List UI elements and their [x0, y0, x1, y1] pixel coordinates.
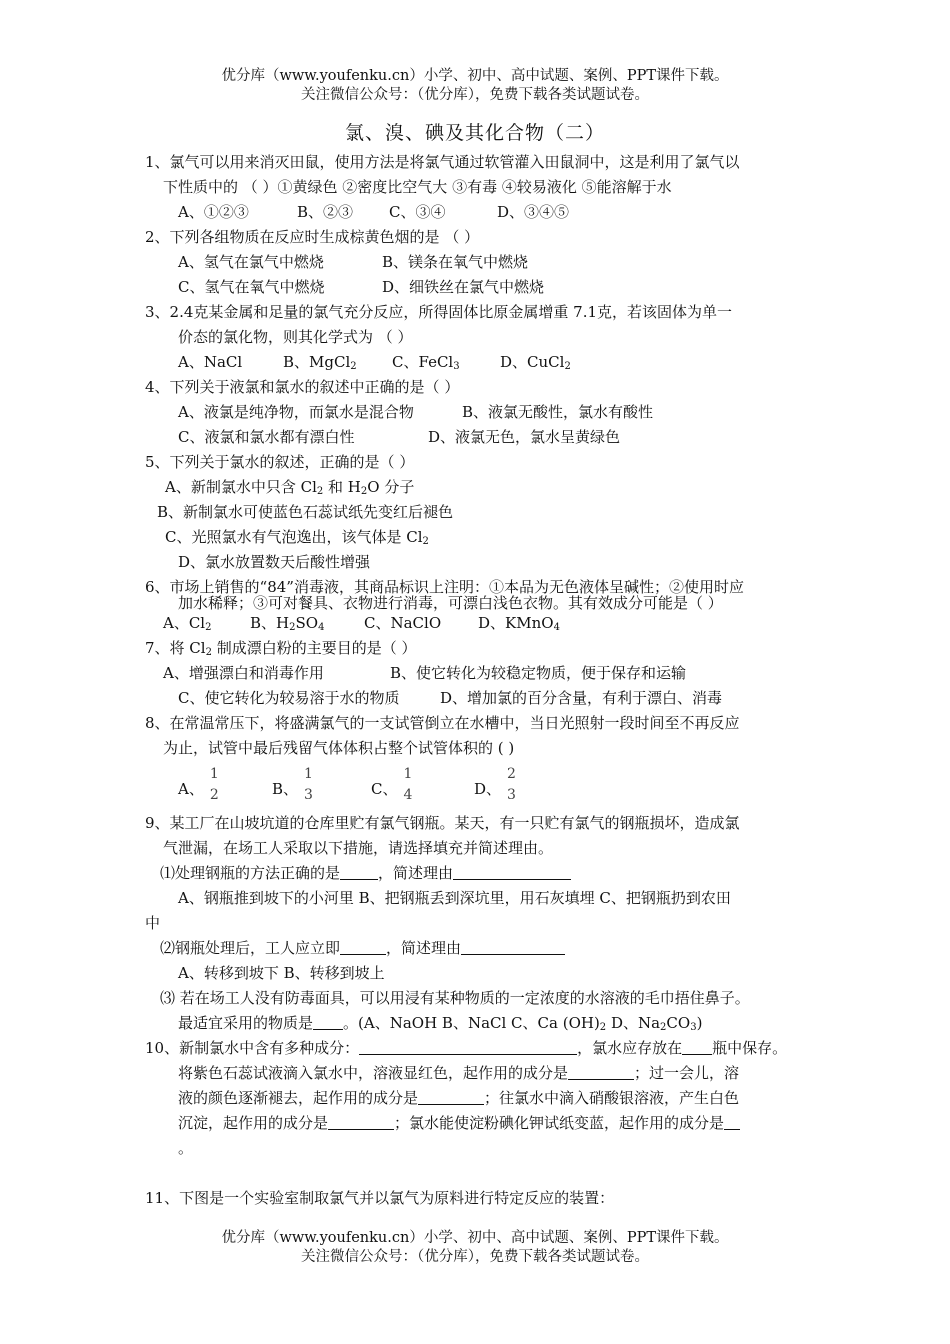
q10-text-line-4: [178, 1114, 740, 1132]
q4-option-d: D、液氯无色，氯水呈黄绿色: [428, 428, 621, 446]
q6-option-a-sub: 2: [205, 622, 212, 633]
page-footer-line-1: 优分库（www.youfenku.cn）小学、初中、高中试题、案例、PPT课件下载。: [221, 1230, 729, 1246]
q10-components-blank[interactable]: [359, 1040, 577, 1055]
q11-text-line-1: 11、下图是一个实验室制取氯气并以氯气为原料进行特定反应的装置：: [145, 1189, 615, 1207]
q8-option-a-numerator: 1: [209, 766, 219, 782]
q7-option-a: A、增强漂白和消毒作用: [163, 664, 324, 682]
q10-text-2a: 将紫色石蕊试液滴入氯水中，溶液显红色，起作用的成分是: [178, 1064, 569, 1082]
q3-option-b-text: B、MgCl: [283, 353, 351, 371]
q10-silver-nitrate-blank[interactable]: [328, 1115, 394, 1130]
q10-bleach-blank[interactable]: [418, 1090, 484, 1105]
q10-litmus-blank[interactable]: [568, 1065, 634, 1080]
q8-option-d-denominator: 3: [507, 787, 516, 803]
q5-option-c: [165, 528, 429, 546]
page-header-line-2: 关注微信公众号：（优分库），免费下载各类试题试卷。: [301, 87, 649, 103]
q6-option-c: C、NaClO: [364, 614, 442, 632]
page-footer-line-2: 关注微信公众号：（优分库），免费下载各类试题试卷。: [301, 1249, 649, 1265]
q2-option-d: D、细铁丝在氯气中燃烧: [382, 278, 545, 296]
q3-option-d: [500, 353, 571, 371]
q9-part-3-sub-3: 3: [690, 1022, 697, 1033]
q3-option-c-sub: 3: [453, 361, 460, 372]
q9-part-3-options-2: D、Na: [606, 1014, 661, 1032]
q10-text-line-2: [178, 1064, 739, 1082]
q1-text-line-1: 1、氯气可以用来消灭田鼠，使用方法是将氯气通过软管灌入田鼠洞中，这是利用了氯气以: [145, 153, 740, 171]
q10-text-2b: ；过一会儿，溶: [634, 1064, 740, 1082]
q4-option-c: C、液氯和氯水都有漂白性: [178, 428, 355, 446]
q10-text-4b: ；氯水能使淀粉碘化钾试纸变蓝，起作用的成分是: [394, 1114, 725, 1132]
q10-text-line-3: [178, 1089, 739, 1107]
q3-option-c-text: C、FeCl: [392, 353, 454, 371]
q5-option-c-sub: 2: [422, 536, 429, 547]
q8-option-d-label: D、: [474, 779, 502, 798]
q5-option-a-text-2: 和 H: [323, 478, 361, 496]
q9-part-2-reason-blank[interactable]: [461, 940, 565, 955]
q7-text-part-1: 7、将 Cl: [145, 639, 206, 657]
q1-option-c: C、③④: [389, 203, 446, 221]
q9-part-1-reason-blank[interactable]: [453, 865, 571, 880]
q9-part-1-text: ⑴处理钢瓶的方法正确的是: [160, 864, 341, 882]
q1-option-d: D、③④⑤: [497, 203, 570, 221]
q3-option-d-text: D、CuCl: [500, 353, 565, 371]
q2-option-a: A、氢气在氯气中燃烧: [178, 253, 324, 271]
q8-option-c-label: C、: [371, 779, 398, 798]
q6-text-line-1: 6、市场上销售的“84”消毒液，其商品标识上注明：①本品为无色液体呈碱性；②使用时应: [145, 578, 744, 596]
q6-option-d: [478, 614, 560, 632]
q10-text-1b: ，氯水应存放在: [577, 1039, 683, 1057]
q8-option-b-fraction: [304, 766, 313, 803]
q10-text-3b: ；往氯水中滴入硝酸银溶液，产生白色: [484, 1089, 740, 1107]
q10-text-3a: 液的颜色逐渐褪去，起作用的成分是: [178, 1089, 419, 1107]
q6-option-b-text: B、H: [250, 614, 290, 632]
q9-part-1-options-cont: 中: [145, 914, 161, 932]
q5-option-a-sub-2: 2: [360, 486, 368, 497]
q6-option-b: [250, 614, 324, 632]
q3-option-d-sub: 2: [564, 361, 571, 372]
q5-option-a-sub-1: 2: [316, 486, 324, 497]
q3-text-line-2: 价态的氯化物，则其化学式为 （ ）: [178, 328, 413, 346]
q6-option-b-sub-2: 4: [318, 622, 325, 633]
q10-text-1c: 瓶中保存。: [712, 1039, 788, 1057]
q8-option-c-numerator: 1: [403, 766, 413, 782]
q9-part-3-options-1: 。(A、NaOH B、NaCl C、Ca (OH): [343, 1014, 600, 1032]
q9-part-1-answer-blank[interactable]: [340, 865, 378, 880]
q9-part-1-reason-text: ，简述理由: [378, 864, 454, 882]
q5-option-a: [165, 478, 414, 496]
q9-part-1: [160, 864, 571, 882]
q3-option-a: A、NaCl: [178, 353, 243, 371]
q7-text-sub: 2: [205, 647, 212, 658]
q8-option-c: [371, 766, 412, 803]
q9-part-2-options: A、转移到坡下 B、转移到坡上: [178, 964, 385, 982]
q9-part-2-reason-text: ，简述理由: [386, 939, 462, 957]
q6-option-a: [163, 614, 211, 632]
q9-part-3-answer: [178, 1014, 702, 1032]
q7-text-line-1: [145, 639, 417, 657]
q8-option-b-numerator: 1: [304, 766, 313, 782]
q2-text-line-1: 2、下列各组物质在反应时生成棕黄色烟的是 （ ）: [145, 228, 480, 246]
q4-option-b: B、液氯无酸性，氯水有酸性: [462, 403, 654, 421]
q6-option-d-text: D、KMnO: [478, 614, 554, 632]
q9-part-3-answer-blank[interactable]: [313, 1015, 343, 1030]
page-title: 氯、溴、碘及其化合物（二）: [344, 122, 605, 144]
q7-text-part-2: 制成漂白粉的主要目的是（ ）: [211, 639, 417, 657]
q10-starch-iodide-blank[interactable]: [724, 1115, 740, 1130]
q10-text-4a: 沉淀，起作用的成分是: [178, 1114, 329, 1132]
q8-option-b-label: B、: [272, 779, 299, 798]
q10-text-line-1: [145, 1039, 787, 1057]
q1-text-line-2: 下性质中的 （ ）①黄绿色 ②密度比空气大 ③有毒 ④较易液化 ⑤能溶解于水: [163, 178, 672, 196]
q3-option-c: [392, 353, 460, 371]
q8-option-d-fraction: [507, 766, 516, 803]
q6-option-b-text-2: SO: [295, 614, 319, 632]
q9-part-2-answer-blank[interactable]: [340, 940, 386, 955]
q5-option-a-text-3: O 分子: [367, 478, 415, 496]
q8-option-c-fraction: [403, 766, 412, 803]
q3-option-b: [283, 353, 357, 371]
q5-option-c-text: C、光照氯水有气泡逸出，该气体是 Cl: [165, 528, 423, 546]
q9-part-2-text: ⑵钢瓶处理后，工人应立即: [160, 939, 341, 957]
q4-option-a: A、液氯是纯净物，而氯水是混合物: [178, 403, 414, 421]
q9-part-3-options-3: CO: [666, 1014, 691, 1032]
q6-text-line-2: 加水稀释；③可对餐具、衣物进行消毒，可漂白浅色衣物。其有效成分可能是（ ）: [178, 594, 723, 612]
q8-option-a-fraction: [210, 766, 219, 803]
q8-option-a-denominator: 2: [209, 787, 219, 803]
q7-option-d: D、增加氯的百分含量，有利于漂白、消毒: [440, 689, 723, 707]
q5-option-b: B、新制氯水可使蓝色石蕊试纸先变红后褪色: [157, 503, 454, 521]
q9-part-1-options: A、钢瓶推到坡下的小河里 B、把钢瓶丢到深坑里，用石灰填埋 C、把钢瓶扔到农田: [178, 889, 731, 907]
q4-text-line-1: 4、下列关于液氯和氯水的叙述中正确的是（ ）: [145, 378, 460, 396]
q8-option-a: [178, 766, 219, 803]
q10-bottle-blank[interactable]: [682, 1040, 712, 1055]
q8-option-b: [272, 766, 313, 803]
q9-part-3-options-4: ): [696, 1014, 703, 1032]
q9-part-3-text: 最适宜采用的物质是: [178, 1014, 314, 1032]
q10-text-line-5: 。: [178, 1139, 194, 1157]
q1-option-b: B、②③: [297, 203, 354, 221]
q9-part-2: [160, 939, 565, 957]
q1-option-a: A、①②③: [178, 203, 249, 221]
q6-option-a-text: A、Cl: [163, 614, 206, 632]
q6-option-b-sub: 2: [289, 622, 296, 633]
q8-option-b-denominator: 3: [304, 787, 313, 803]
page-header-line-1: 优分库（www.youfenku.cn）小学、初中、高中试题、案例、PPT课件下载。: [221, 68, 729, 84]
q10-text-1a: 10、新制氯水中含有多种成分：: [145, 1039, 360, 1057]
q8-option-c-denominator: 4: [403, 787, 413, 803]
q6-option-d-sub: 4: [553, 622, 560, 633]
q8-option-d: [474, 766, 516, 803]
q9-text-line-1: 9、某工厂在山坡坑道的仓库里贮有氯气钢瓶。某天，有一只贮有氯气的钢瓶损坏，造成氯: [145, 814, 740, 832]
q3-text-line-1: 3、2.4克某金属和足量的氯气充分反应，所得固体比原金属增重 7.1克，若该固体为单一: [145, 303, 733, 321]
q9-part-3: ⑶ 若在场工人没有防毒面具，可以用浸有某种物质的一定浓度的水溶液的毛巾捂住鼻子。: [160, 989, 750, 1007]
q8-option-a-label: A、: [178, 779, 204, 798]
q5-text-line-1: 5、下列关于氯水的叙述，正确的是（ ）: [145, 453, 415, 471]
q7-option-c: C、使它转化为较易溶于水的物质: [178, 689, 400, 707]
q3-option-b-sub: 2: [350, 361, 357, 372]
q2-option-b: B、镁条在氧气中燃烧: [382, 253, 529, 271]
q8-text-line-2: 为止，试管中最后残留气体体积占整个试管体积的 ( ): [163, 739, 515, 757]
q5-option-d: D、氯水放置数天后酸性增强: [178, 553, 371, 571]
q8-option-d-numerator: 2: [507, 766, 516, 782]
q9-part-3-sub-1: 2: [599, 1022, 607, 1033]
q9-part-3-sub-2: 2: [660, 1022, 667, 1033]
q9-text-line-2: 气泄漏，在场工人采取以下措施，请选择填充并简述理由。: [163, 839, 554, 857]
q8-text-line-1: 8、在常温常压下，将盛满氯气的一支试管倒立在水槽中，当日光照射一段时间至不再反应: [145, 714, 740, 732]
q7-option-b: B、使它转化为较稳定物质，便于保存和运输: [390, 664, 687, 682]
q2-option-c: C、氢气在氧气中燃烧: [178, 278, 325, 296]
q5-option-a-text-1: A、新制氯水中只含 Cl: [165, 478, 317, 496]
